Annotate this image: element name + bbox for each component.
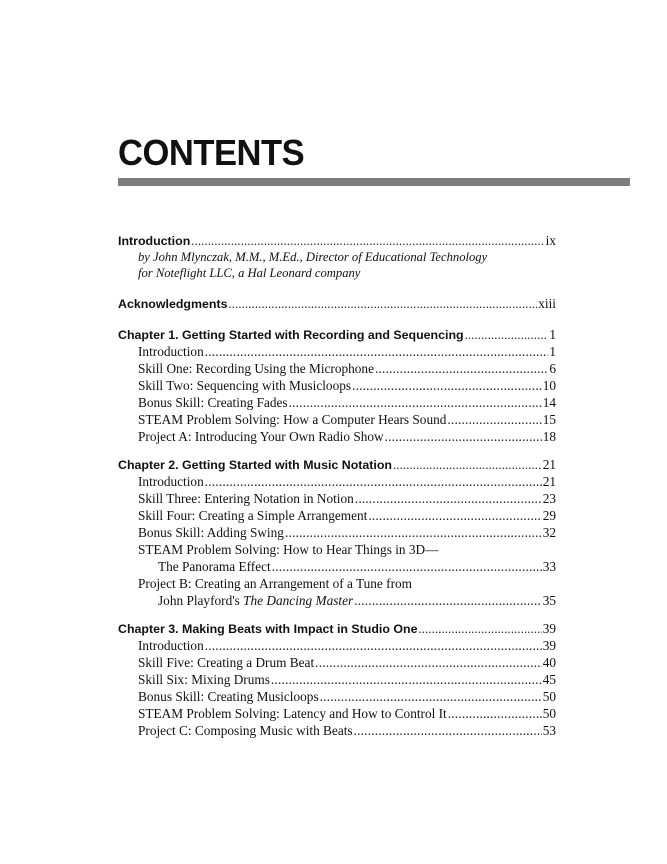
toc-entry-label: Introduction: [138, 344, 204, 359]
dot-leader: [205, 343, 549, 360]
toc-entry-continuation[interactable]: [118, 592, 556, 609]
toc-entry[interactable]: [118, 343, 556, 360]
toc-entry-label: Acknowledgments: [118, 297, 228, 311]
dot-leader: [393, 457, 542, 474]
toc-entry-label: STEAM Problem Solving: How to Hear Things in 3D—: [138, 542, 439, 557]
toc-entry[interactable]: [118, 705, 556, 722]
dot-leader: [191, 233, 544, 250]
toc-page-number: xiii: [538, 296, 556, 311]
dot-leader: [375, 360, 548, 377]
toc-entry-label: Skill Two: Sequencing with Musicloops: [138, 378, 352, 393]
toc-entry-label: Bonus Skill: Creating Fades: [138, 395, 288, 410]
toc-page-number: 1: [549, 344, 556, 359]
toc-entry[interactable]: [118, 377, 556, 394]
toc-entry-label: [158, 592, 353, 609]
dot-leader: [285, 524, 542, 541]
toc-entry[interactable]: [118, 654, 556, 671]
toc-entry-introduction[interactable]: [118, 232, 556, 249]
toc-entry[interactable]: [118, 637, 556, 654]
intro-byline-line-1: by John Mlynczak, M.M., M.Ed., Director of Educational Technology: [138, 250, 488, 264]
toc-entry-label: Project B: Creating an Arrangement of a Tune from: [138, 576, 413, 591]
toc-entry[interactable]: [118, 722, 556, 739]
toc-entry[interactable]: [118, 394, 556, 411]
chapter-title: Chapter 1. Getting Started with Recording and Sequencing: [118, 328, 464, 342]
toc-chapter-1[interactable]: [118, 326, 556, 343]
toc-entry-label: Skill Four: Creating a Simple Arrangement: [138, 508, 368, 523]
toc-page-number: 53: [542, 723, 556, 738]
dot-leader: [289, 394, 542, 411]
dot-leader: [418, 621, 541, 638]
table-of-contents: [118, 232, 556, 739]
dot-leader: [447, 411, 541, 428]
toc-page-number: 39: [542, 638, 556, 653]
toc-entry-label: STEAM Problem Solving: How a Computer Hears Sound: [138, 412, 447, 427]
toc-entry-label: Bonus Skill: Adding Swing: [138, 525, 284, 540]
toc-entry-first-line[interactable]: [118, 575, 556, 592]
dot-leader: [368, 507, 541, 524]
dot-leader: [465, 327, 549, 344]
toc-entry-first-line[interactable]: [118, 541, 556, 558]
toc-entry[interactable]: [118, 490, 556, 507]
toc-page-number: 29: [542, 508, 556, 523]
toc-entry[interactable]: [118, 411, 556, 428]
dot-leader: [385, 428, 542, 445]
dot-leader: [271, 671, 542, 688]
chapter-title: Chapter 3. Making Beats with Impact in Studio One: [118, 622, 418, 636]
toc-page-number: 39: [542, 621, 556, 636]
toc-entry[interactable]: [118, 473, 556, 490]
toc-page-number: 50: [542, 706, 556, 721]
toc-entry[interactable]: [118, 360, 556, 377]
toc-page-number: 35: [542, 593, 556, 608]
toc-page-number: 32: [542, 525, 556, 540]
toc-chapter-3[interactable]: [118, 620, 556, 637]
dot-leader: [448, 705, 542, 722]
toc-entry-label: Skill Six: Mixing Drums: [138, 672, 270, 687]
toc-entry-label: Skill One: Recording Using the Microphone: [138, 361, 374, 376]
toc-page-number: 45: [542, 672, 556, 687]
toc-entry-label: Project C: Composing Music with Beats: [138, 723, 353, 738]
book-title: The Dancing Master: [243, 593, 354, 608]
chapter-title: Chapter 2. Getting Started with Music Notation: [118, 458, 392, 472]
toc-page-number: 40: [542, 655, 556, 670]
toc-chapter-2[interactable]: [118, 456, 556, 473]
dot-leader: [352, 377, 542, 394]
toc-page-number: 15: [542, 412, 556, 427]
toc-entry-label-part: John Playford's: [158, 593, 244, 608]
toc-entry-label: The Panorama Effect: [158, 559, 271, 574]
dot-leader: [228, 296, 537, 313]
title-rule: [118, 178, 630, 186]
toc-entry[interactable]: [118, 671, 556, 688]
toc-page-number: 1: [549, 327, 556, 342]
dot-leader: [315, 654, 542, 671]
toc-entry-label: Project A: Introducing Your Own Radio Show: [138, 429, 384, 444]
toc-entry[interactable]: [118, 524, 556, 541]
toc-entry-continuation[interactable]: [118, 558, 556, 575]
toc-entry[interactable]: [118, 428, 556, 445]
toc-page-number: 33: [542, 559, 556, 574]
toc-entry-acknowledgments[interactable]: [118, 295, 556, 312]
dot-leader: [354, 592, 542, 609]
toc-page-number: 50: [542, 689, 556, 704]
toc-entry[interactable]: [118, 688, 556, 705]
dot-leader: [205, 637, 542, 654]
dot-leader: [355, 490, 542, 507]
intro-byline-line-2: for Noteflight LLC, a Hal Leonard company: [138, 266, 361, 280]
toc-entry[interactable]: [118, 507, 556, 524]
toc-page-number: 21: [542, 457, 556, 472]
toc-page-number: 6: [549, 361, 556, 376]
toc-entry-label: Introduction: [118, 234, 191, 248]
toc-page-number: 18: [542, 429, 556, 444]
toc-entry-label: Skill Five: Creating a Drum Beat: [138, 655, 315, 670]
toc-page-number: 10: [542, 378, 556, 393]
toc-page-number: 14: [542, 395, 556, 410]
dot-leader: [205, 473, 542, 490]
dot-leader: [354, 722, 542, 739]
toc-page-number: 21: [542, 474, 556, 489]
toc-page-number: ix: [545, 233, 556, 248]
dot-leader: [272, 558, 542, 575]
toc-entry-label: Introduction: [138, 474, 204, 489]
toc-entry-label: STEAM Problem Solving: Latency and How to Control It: [138, 706, 447, 721]
page-title: CONTENTS: [118, 132, 305, 173]
toc-entry-label: Bonus Skill: Creating Musicloops: [138, 689, 319, 704]
toc-page-number: 23: [542, 491, 556, 506]
dot-leader: [320, 688, 542, 705]
toc-entry-label: Introduction: [138, 638, 204, 653]
toc-entry-label: Skill Three: Entering Notation in Notion: [138, 491, 354, 506]
